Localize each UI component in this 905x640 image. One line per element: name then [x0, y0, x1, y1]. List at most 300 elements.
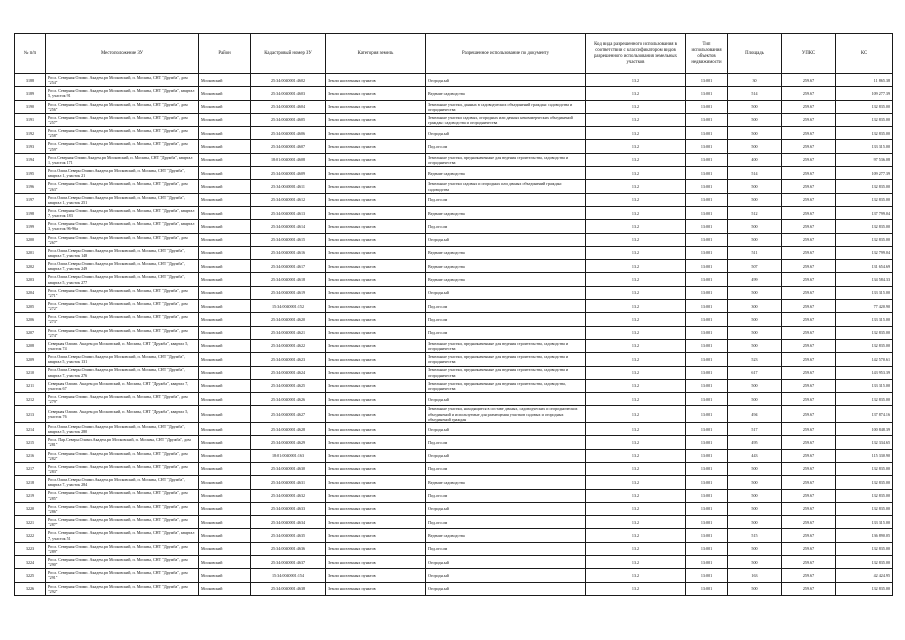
cell-cadastral-number: 25:34:0040001:4615: [251, 233, 326, 246]
cell-number: 3197: [15, 193, 46, 206]
cell-cadastral-number: 25:34:0040001:4603: [251, 87, 326, 100]
cell-number: 3210: [15, 366, 46, 379]
cell-land-category: Земли населенных пунктов: [326, 193, 426, 206]
table-row: [15, 74, 893, 87]
cell-district: Московский: [199, 406, 251, 423]
cell-upks: 259.67: [782, 100, 836, 113]
cell-area: 500: [728, 476, 782, 489]
cell-location: Росл.Северная Олимп.Академ.рп Московский, п. Москвы, СНТ "Дружба", квартал 1, участок 171: [46, 153, 199, 166]
cell-permitted-use: Земельные участки садовых и огородных или дачных объединений граждан: садоводства: [426, 180, 586, 193]
table-row: [15, 556, 893, 569]
cell-location: Росл. Северная Олимп. Академ.рп Московский, п. Москвы, СНТ "Дружба", дом "272": [46, 300, 199, 313]
cell-land-category: Земли населенных пунктов: [326, 74, 426, 87]
cell-use-code: 13.2: [586, 233, 686, 246]
table-row: [15, 127, 893, 140]
table-row: [15, 489, 893, 502]
cell-use-code: 13.2: [586, 193, 686, 206]
cell-ks: 132 835.00: [836, 339, 893, 352]
cell-ks: 131 654.69: [836, 260, 893, 273]
land-plots-table: [14, 33, 893, 596]
cell-land-category: Земли населенных пунктов: [326, 502, 426, 515]
cell-area: 515: [728, 529, 782, 542]
cell-type-code: 13:001: [686, 423, 728, 436]
cell-cadastral-number: 25:34:0040001:4609: [251, 167, 326, 180]
cell-cadastral-number: 18:01:0040001:4608: [251, 153, 326, 166]
cell-permitted-use: Земельные участки, предназначенные для ведения строительства, садоводства и огородничества: [426, 339, 586, 352]
cell-area: 500: [728, 582, 782, 595]
cell-permitted-use: Под.ого.ом: [426, 313, 586, 326]
cell-area: 500: [728, 462, 782, 475]
cell-type-code: 13:001: [686, 74, 728, 87]
table-row: [15, 476, 893, 489]
cell-land-category: Земли населенных пунктов: [326, 556, 426, 569]
cell-permitted-use: Под.ого.ом: [426, 140, 586, 153]
cell-ks: 42 424.95: [836, 569, 893, 582]
cell-upks: 259.67: [782, 300, 836, 313]
cell-district: Московский: [199, 502, 251, 515]
cell-location: Росл. Северная Олимп. Академ.рп Московский, п. Москвы, СНТ "Дружба", дом "258": [46, 127, 199, 140]
table-row: [15, 462, 893, 475]
cell-use-code: 13.2: [586, 516, 686, 529]
cell-upks: 259.67: [782, 353, 836, 366]
cell-type-code: 13:001: [686, 489, 728, 502]
cell-upks: 259.67: [782, 286, 836, 299]
cell-use-code: 13.2: [586, 260, 686, 273]
cell-ks: 133 315.00: [836, 516, 893, 529]
cell-land-category: Земли населенных пунктов: [326, 353, 426, 366]
col-header-number: № п/п: [15, 34, 46, 74]
cell-location: Росл.Олим.Северн.Олимп.Академ.рп Московский, п. Москвы, СНТ "Дружба", квартал 5, участок 277: [46, 273, 199, 286]
col-header-permitted-use: Разрешенное использование по документу: [426, 34, 586, 74]
cell-land-category: Земли населенных пунктов: [326, 153, 426, 166]
cell-land-category: Земли населенных пунктов: [326, 326, 426, 339]
cell-use-code: 13.2: [586, 556, 686, 569]
cell-number: 3220: [15, 502, 46, 515]
cell-number: 3208: [15, 339, 46, 352]
cell-number: 3203: [15, 273, 46, 286]
cell-upks: 259.67: [782, 313, 836, 326]
cell-cadastral-number: 25:34:0040001:4632: [251, 489, 326, 502]
cell-district: Московский: [199, 180, 251, 193]
cell-type-code: 13:001: [686, 366, 728, 379]
cell-type-code: 13:001: [686, 127, 728, 140]
cell-ks: 136 890.05: [836, 529, 893, 542]
cell-area: 500: [728, 233, 782, 246]
cell-ks: 132 835.00: [836, 127, 893, 140]
cell-land-category: Земли населенных пунктов: [326, 87, 426, 100]
cell-location: Росл.Олим.Северн.Олимп.Академ.рп Московский, п. Москвы, СНТ "Дружба", квартал 7, участок 249: [46, 260, 199, 273]
cell-location: Росл. Северная Олимп. Академ.рп Московский, п. Москвы, СНТ "Дружба", дом "254": [46, 74, 199, 87]
cell-upks: 259.67: [782, 569, 836, 582]
cell-location: Росл. Северная Олимп. Академ.рп Московский, п. Москвы, СНТ "Дружба", дом "263": [46, 180, 199, 193]
cell-location: Росл.Олим.Северн.Олимп.Академ.рп Московский, п. Москвы, СНТ "Дружба", квартал 7, участок 276: [46, 366, 199, 379]
cell-use-code: 13.2: [586, 542, 686, 555]
cell-area: 512: [728, 206, 782, 219]
table-row: [15, 140, 893, 153]
cell-upks: 259.67: [782, 529, 836, 542]
cell-land-category: Земли населенных пунктов: [326, 423, 426, 436]
cell-cadastral-number: 25:34:0040001:4605: [251, 113, 326, 126]
cell-location: Росл. Северная Олимп. Академ.рп Московский, п. Москвы, СНТ "Дружба", дом "292": [46, 582, 199, 595]
cell-type-code: 13:001: [686, 206, 728, 219]
cell-ks: 143 953.39: [836, 366, 893, 379]
cell-district: Московский: [199, 260, 251, 273]
cell-cadastral-number: 25:34:0040001:4607: [251, 140, 326, 153]
cell-location: Росл. Северная Олимп. Академ.рп Московский, п. Москвы, СНТ "Дружба", дом "273": [46, 313, 199, 326]
table-row: [15, 113, 893, 126]
cell-type-code: 13:001: [686, 260, 728, 273]
cell-location: Росл.Олим.Северн.Олимп.Академ.рп Московский, п. Москвы, СНТ "Дружба", квартал 5, участок 280: [46, 423, 199, 436]
registry-sheet: [14, 33, 892, 596]
cell-permitted-use: Огородн.ый: [426, 233, 586, 246]
cell-upks: 259.67: [782, 273, 836, 286]
cell-area: 499: [728, 273, 782, 286]
cell-cadastral-number: 25:34:0040001:4617: [251, 260, 326, 273]
cell-number: 3212: [15, 393, 46, 406]
cell-permitted-use: Ведение садоводства: [426, 87, 586, 100]
cell-land-category: Земли населенных пунктов: [326, 569, 426, 582]
cell-use-code: 13.2: [586, 476, 686, 489]
cell-number: 3194: [15, 153, 46, 166]
cell-district: Московский: [199, 167, 251, 180]
cell-ks: 133 315.00: [836, 140, 893, 153]
cell-district: Московский: [199, 113, 251, 126]
cell-type-code: 13:001: [686, 449, 728, 462]
cell-use-code: 13.2: [586, 339, 686, 352]
cell-area: 500: [728, 489, 782, 502]
table-row: [15, 436, 893, 449]
cell-permitted-use: Земельные участки садовых, огородных или дачных некоммерческих объединений граждан: садоводства и огородничества: [426, 113, 586, 126]
cell-district: Московский: [199, 220, 251, 233]
cell-type-code: 13:001: [686, 516, 728, 529]
cell-district: Московский: [199, 313, 251, 326]
cell-cadastral-number: 25:34:0040001:4633: [251, 502, 326, 515]
cell-upks: 259.67: [782, 206, 836, 219]
cell-type-code: 13:001: [686, 379, 728, 392]
cell-permitted-use: Огородн.ый: [426, 423, 586, 436]
cell-ks: 132 835.00: [836, 476, 893, 489]
cell-use-code: 13.2: [586, 436, 686, 449]
cell-upks: 259.67: [782, 542, 836, 555]
cell-type-code: 13:001: [686, 153, 728, 166]
table-row: [15, 353, 893, 366]
table-row: [15, 180, 893, 193]
cell-district: Московский: [199, 393, 251, 406]
cell-area: 500: [728, 379, 782, 392]
cell-ks: 132 835.00: [836, 393, 893, 406]
cell-area: 500: [728, 127, 782, 140]
cell-cadastral-number: 25:34:0040001:4612: [251, 193, 326, 206]
cell-use-code: 13.2: [586, 489, 686, 502]
cell-district: Московский: [199, 339, 251, 352]
cell-upks: 259.67: [782, 449, 836, 462]
cell-permitted-use: Огородн.ый: [426, 127, 586, 140]
cell-area: 443: [728, 449, 782, 462]
cell-use-code: 13.2: [586, 353, 686, 366]
cell-location: Росл. Северная Олимп. Академ.рп Московский, п. Москвы, СНТ "Дружба", дом "256": [46, 100, 199, 113]
table-row: [15, 206, 893, 219]
cell-cadastral-number: 25:34:0040001:4624: [251, 366, 326, 379]
cell-upks: 259.67: [782, 436, 836, 449]
cell-number: 3196: [15, 180, 46, 193]
cell-permitted-use: Ведение садоводства: [426, 246, 586, 259]
cell-district: Московский: [199, 87, 251, 100]
cell-upks: 259.67: [782, 127, 836, 140]
cell-number: 3223: [15, 542, 46, 555]
cell-area: 500: [728, 100, 782, 113]
cell-location: Росл. Северная Олимп. Академ.рп Московский, п. Москвы, СНТ "Дружба", дом "274": [46, 326, 199, 339]
table-row: [15, 569, 893, 582]
cell-land-category: Земли населенных пунктов: [326, 273, 426, 286]
cell-upks: 259.67: [782, 339, 836, 352]
cell-permitted-use: Огородн.ый: [426, 556, 586, 569]
cell-use-code: 13.2: [586, 286, 686, 299]
cell-location: Росл. Северная Олимп. Академ.рп Московский, п. Москвы, СНТ "Дружба", дом "283": [46, 462, 199, 475]
cell-cadastral-number: 25:34:0040001:4630: [251, 462, 326, 475]
cell-use-code: 13.2: [586, 140, 686, 153]
cell-location: Росл. Северная Олимп. Академ.рп Московский, п. Москвы, СНТ "Дружба", дом "259": [46, 140, 199, 153]
col-header-upks: УПКС: [782, 34, 836, 74]
cell-cadastral-number: 25:34:0040001:4631: [251, 476, 326, 489]
cell-land-category: Земли населенных пунктов: [326, 436, 426, 449]
cell-land-category: Земли населенных пунктов: [326, 476, 426, 489]
col-header-use-code: Код вида разрешенного использования в соответствии с классификатором видов разрешенного использования земельных участков: [586, 34, 686, 74]
cell-permitted-use: Земельные участки, предназначенные для ведения строительства, садоводства и огородничества: [426, 153, 586, 166]
cell-location: Росл. Пар.Северн.Олимп.Академ.рп Московский, п. Москвы, СНТ "Дружба", дом "281": [46, 436, 199, 449]
cell-cadastral-number: 25:34:0040001:4611: [251, 180, 326, 193]
cell-use-code: 13.2: [586, 180, 686, 193]
cell-ks: 77 420.90: [836, 300, 893, 313]
cell-area: 30: [728, 74, 782, 87]
cell-number: 3204: [15, 286, 46, 299]
cell-use-code: 13.2: [586, 113, 686, 126]
cell-land-category: Земли населенных пунктов: [326, 366, 426, 379]
cell-cadastral-number: 25:34:0040001:4636: [251, 542, 326, 555]
cell-permitted-use: Земельные участки, находящиеся в составе дачных, садоводческих и огороднических объединений и используемые для размещения участков садовых и огородных объединений граждан: [426, 406, 586, 423]
cell-district: Московский: [199, 286, 251, 299]
col-header-cadastral-number: Кадастровый номер ЗУ: [251, 34, 326, 74]
cell-use-code: 13.2: [586, 582, 686, 595]
cell-cadastral-number: 25:34:0040001:4618: [251, 273, 326, 286]
cell-number: 3222: [15, 529, 46, 542]
cell-use-code: 13.2: [586, 206, 686, 219]
cell-area: 514: [728, 87, 782, 100]
cell-type-code: 13:001: [686, 87, 728, 100]
cell-area: 523: [728, 353, 782, 366]
cell-cadastral-number: 15:34:0040001:152: [251, 300, 326, 313]
cell-location: Росл.Олим.Северн.Олимп.Академ.рп Московский, п. Москвы, СНТ "Дружба", квартал 7, участок 284: [46, 476, 199, 489]
cell-number: 3199: [15, 220, 46, 233]
cell-location: Росл. Северная Олимп. Академ.рп Московский, п. Москвы, СНТ "Дружба", квартал 7, участок 183: [46, 206, 199, 219]
table-row: [15, 220, 893, 233]
cell-type-code: 13:001: [686, 140, 728, 153]
col-header-district: Район: [199, 34, 251, 74]
cell-type-code: 13:001: [686, 326, 728, 339]
cell-permitted-use: Ведение садоводства: [426, 206, 586, 219]
cell-district: Московский: [199, 423, 251, 436]
table-row: [15, 449, 893, 462]
cell-upks: 259.67: [782, 406, 836, 423]
cell-area: 494: [728, 406, 782, 423]
cell-number: 3206: [15, 313, 46, 326]
table-row: [15, 339, 893, 352]
cell-location: Росл. Северная Олимп. Академ.рп Московский, п. Москвы, СНТ "Дружба", дом "257": [46, 113, 199, 126]
cell-type-code: 13:001: [686, 286, 728, 299]
cell-ks: 132 835.00: [836, 489, 893, 502]
cell-number: 3205: [15, 300, 46, 313]
cell-permitted-use: Земельные участки, предназначенные для ведения строительства, садоводства, огородничества: [426, 379, 586, 392]
cell-number: 3200: [15, 233, 46, 246]
cell-use-code: 13.2: [586, 393, 686, 406]
cell-location: Росл. Северная Олимп. Академ.рп Московский, п. Москвы, СНТ "Дружба", дом "290": [46, 556, 199, 569]
table-row: [15, 167, 893, 180]
cell-district: Московский: [199, 529, 251, 542]
cell-location: Росл. Северная Олимп. Академ.рп Московский, п. Москвы, СНТ "Дружба", дом "289": [46, 542, 199, 555]
table-row: [15, 273, 893, 286]
cell-upks: 259.67: [782, 393, 836, 406]
table-row: [15, 502, 893, 515]
cell-number: 3218: [15, 476, 46, 489]
cell-district: Московский: [199, 273, 251, 286]
cell-ks: 137 874.16: [836, 406, 893, 423]
cell-upks: 259.67: [782, 87, 836, 100]
cell-cadastral-number: 25:34:0040001:4613: [251, 206, 326, 219]
cell-ks: 132 835.00: [836, 220, 893, 233]
cell-number: 3224: [15, 556, 46, 569]
cell-ks: 132 835.00: [836, 193, 893, 206]
cell-number: 3216: [15, 449, 46, 462]
cell-number: 3207: [15, 326, 46, 339]
cell-use-code: 13.2: [586, 220, 686, 233]
cell-land-category: Земли населенных пунктов: [326, 167, 426, 180]
cell-location: Росл. Северная Олимп. Академ.рп Московский, п. Москвы, СНТ "Дружба", дом "279": [46, 393, 199, 406]
cell-upks: 259.67: [782, 233, 836, 246]
cell-location: Росл.Олим.Северн.Олимп.Академ.рп Московский, п. Москвы, СНТ "Дружба", квартал 1, участок 21: [46, 167, 199, 180]
cell-land-category: Земли населенных пунктов: [326, 246, 426, 259]
cell-ks: 11 865.38: [836, 74, 893, 87]
cell-district: Московский: [199, 569, 251, 582]
cell-permitted-use: Под.ого.ом: [426, 220, 586, 233]
cell-number: 3213: [15, 406, 46, 423]
cell-cadastral-number: 25:34:0040001:4604: [251, 100, 326, 113]
cell-location: Росл. Северная Олимп. Академ.рп Московский, п. Москвы, СНТ "Дружба", дом "287": [46, 516, 199, 529]
cell-area: 500: [728, 326, 782, 339]
cell-cadastral-number: 25:34:0040001:4628: [251, 423, 326, 436]
cell-number: 3189: [15, 87, 46, 100]
cell-land-category: Земли населенных пунктов: [326, 206, 426, 219]
cell-number: 3193: [15, 140, 46, 153]
table-row: [15, 286, 893, 299]
cell-ks: 137 799.04: [836, 206, 893, 219]
cell-use-code: 13.2: [586, 449, 686, 462]
cell-district: Московский: [199, 127, 251, 140]
cell-district: Московский: [199, 206, 251, 219]
table-row: [15, 529, 893, 542]
cell-type-code: 13:001: [686, 300, 728, 313]
table-row: [15, 406, 893, 423]
cell-land-category: Земли населенных пунктов: [326, 489, 426, 502]
cell-cadastral-number: 15:34:0040001:154: [251, 569, 326, 582]
cell-ks: 133 315.00: [836, 379, 893, 392]
cell-type-code: 13:001: [686, 582, 728, 595]
cell-upks: 259.67: [782, 113, 836, 126]
cell-location: Северная Олимп. Академ.рп Московский, п. Москвы, СНТ "Дружба", квартал 5, участок 74: [46, 339, 199, 352]
cell-type-code: 13:001: [686, 246, 728, 259]
cell-area: 514: [728, 167, 782, 180]
cell-land-category: Земли населенных пунктов: [326, 127, 426, 140]
cell-district: Московский: [199, 74, 251, 87]
col-header-location: Местоположение ЗУ: [46, 34, 199, 74]
cell-permitted-use: Огородн.ый: [426, 449, 586, 462]
cell-permitted-use: Ведение садоводства: [426, 260, 586, 273]
cell-permitted-use: Ведение садоводства: [426, 476, 586, 489]
cell-ks: 132 835.00: [836, 233, 893, 246]
cell-type-code: 13:001: [686, 436, 728, 449]
cell-number: 3211: [15, 379, 46, 392]
cell-permitted-use: Огородн.ый: [426, 582, 586, 595]
cell-upks: 259.67: [782, 379, 836, 392]
cell-type-code: 13:001: [686, 193, 728, 206]
cell-district: Московский: [199, 233, 251, 246]
cell-area: 500: [728, 542, 782, 555]
cell-district: Московский: [199, 556, 251, 569]
cell-cadastral-number: 25:34:0040001:4623: [251, 353, 326, 366]
cell-location: Росл. Северная Олимп. Академ.рп Московский, п. Москвы, СНТ "Дружба", дом "271": [46, 286, 199, 299]
cell-number: 3198: [15, 206, 46, 219]
cell-land-category: Земли населенных пунктов: [326, 300, 426, 313]
cell-area: 500: [728, 113, 782, 126]
cell-number: 3209: [15, 353, 46, 366]
cell-ks: 134 584.33: [836, 273, 893, 286]
cell-cadastral-number: 25:34:0040001:4637: [251, 556, 326, 569]
cell-location: Северная Олимп. Академ.рп Московский, п. Москвы, СНТ "Дружба", квартал 5, участок 76: [46, 406, 199, 423]
cell-use-code: 13.2: [586, 300, 686, 313]
cell-permitted-use: Огородн.ый: [426, 74, 586, 87]
cell-use-code: 13.2: [586, 502, 686, 515]
cell-land-category: Земли населенных пунктов: [326, 406, 426, 423]
cell-upks: 259.67: [782, 167, 836, 180]
table-row: [15, 423, 893, 436]
cell-land-category: Земли населенных пунктов: [326, 313, 426, 326]
cell-type-code: 13:001: [686, 476, 728, 489]
table-row: [15, 542, 893, 555]
cell-ks: 97 536.08: [836, 153, 893, 166]
cell-upks: 259.67: [782, 74, 836, 87]
cell-permitted-use: Ведение садоводства: [426, 273, 586, 286]
cell-area: 300: [728, 300, 782, 313]
cell-ks: 132 835.00: [836, 462, 893, 475]
cell-district: Московский: [199, 462, 251, 475]
cell-type-code: 13:001: [686, 167, 728, 180]
cell-upks: 259.67: [782, 180, 836, 193]
table-body: [15, 74, 893, 596]
cell-area: 500: [728, 313, 782, 326]
cell-cadastral-number: 25:34:0040001:4614: [251, 220, 326, 233]
cell-upks: 259.67: [782, 556, 836, 569]
cell-area: 517: [728, 423, 782, 436]
cell-location: Росл.Олим.Северн.Олимп.Академ.рп Московский, п. Москвы, СНТ "Дружба", квартал 7, участок 148: [46, 246, 199, 259]
col-header-area: Площадь: [728, 34, 782, 74]
cell-upks: 259.67: [782, 476, 836, 489]
cell-land-category: Земли населенных пунктов: [326, 180, 426, 193]
cell-area: 500: [728, 556, 782, 569]
cell-district: Московский: [199, 100, 251, 113]
cell-location: Северная Олимп. Академ.рп Московский, п. Москвы, СНТ "Дружба", квартал 7, участок 67: [46, 379, 199, 392]
cell-upks: 259.67: [782, 516, 836, 529]
cell-ks: 132 835.00: [836, 100, 893, 113]
cell-upks: 259.67: [782, 260, 836, 273]
cell-ks: 132 835.00: [836, 556, 893, 569]
